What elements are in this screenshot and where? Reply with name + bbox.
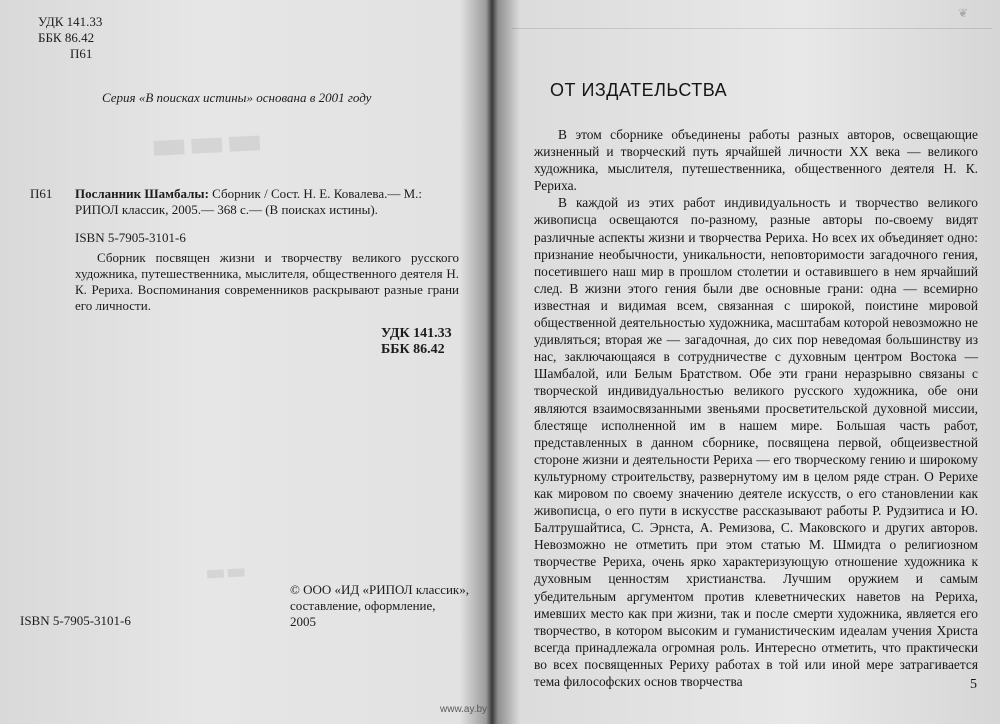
classification-codes-bold xyxy=(381,326,452,358)
body-text xyxy=(534,126,978,690)
classification-codes-top xyxy=(38,14,102,62)
show-through-decoration: ▬▬▬ xyxy=(148,117,265,169)
annotation: Сборник посвящен жизни и творчеству великого русского художника, путешественника, мыслителя, общественного деятеля Н. К. Рериха. Воспоминания современников раскрывают разные грани его личности. xyxy=(75,250,459,313)
udk-bold: УДК 141.33 xyxy=(381,326,452,341)
paragraph: В каждой из этих работ индивидуальность и творчество великого живописца освещаются по-разному, разные авторы по-своему видят различные аспекты жизни и творчества Рериха. Но всех их объединяет одно: признание необычности, уникальности, неповторимости загадочного гения, посетившего наш мир в прошлом столетии и оставившего в нем ярчайший след. В жизни этого гения были две основные грани: одна — всемирно известная и видимая всем, связанная с широкой, поистине мировой общественной деятельностью художника, масштабам которой невозможно не удивляться; вторая же — загадочная, до сих пор неведомая большинству из нас, заключающаяся в сотрудничестве с духовным центром Востока — Шамбалой, или Белым Братством. Обе эти грани неразрывно связаны с творческой индивидуальностью великого русского художника, обе они являются взаимосвязанными звеньями просветительской духовной миссии, блестяще исполненной им в нашем мире. Большая часть работ, представленных в данном сборнике, посвящена первой, общеизвестной стороне жизни и деятельности Рериха — его творческому гению и широкому культурному строительству, развернутому им в целом ряде стран. О Рерихе как мировом по своему значению деятеле искусств, о его становлении как живописца, о его пути в искусстве рассказывают работы Р. Рудзитиса и Ю. Балтрушайтиса, С. Эрнста, А. Ремизова, С. Маковского и других авторов. Невозможно не отметить при этом статью М. Шмидта о религиозном творчестве Рериха, очень ярко характеризующую отношение художника к духовным ценностям христианства. Лучшим оружием и самым убедительным аргументом против клеветнических наветов на Рериха, имевших место как при жизни, так и после смерти художника, является его творчество, в котором высоким и гуманистическим идеалам учения Христа всегда принадлежала огромная роль. Интересно отметить, что практически во всех посвященных Рериху работах в той или иной мере затрагивается тема философских основ творчества xyxy=(534,195,978,689)
watermark-text: www.ay.by xyxy=(440,704,488,715)
udk-code: УДК 141.33 xyxy=(38,14,103,29)
copyright-line: составление, оформление, xyxy=(290,598,436,613)
copyright-line: © ООО «ИД «РИПОЛ классик», xyxy=(290,582,469,597)
author-mark: П61 xyxy=(70,46,93,61)
bibliographic-record xyxy=(30,186,460,246)
isbn: ISBN 5-7905-3101-6 xyxy=(75,230,186,245)
ornament-icon: ❦ xyxy=(957,6,968,20)
isbn-bottom: ISBN 5-7905-3101-6 xyxy=(20,613,131,628)
copyright-notice xyxy=(290,582,470,630)
series-note: Серия «В поисках истины» основана в 2001 году xyxy=(102,90,372,105)
right-page xyxy=(492,0,1000,724)
running-header-showthrough xyxy=(512,6,992,29)
section-title: ОТ ИЗДАТЕЛЬСТВА xyxy=(550,80,728,100)
show-through-decoration: ▬▬ xyxy=(204,558,248,587)
copyright-line: 2005 xyxy=(290,614,316,629)
bbk-bold: ББК 86.42 xyxy=(381,342,445,357)
book-title: Посланник Шамбалы: xyxy=(75,186,209,201)
biblio-line2: РИПОЛ классик, 2005.— 368 с.— (В поисках истины). xyxy=(75,202,378,217)
paragraph: В этом сборнике объединены работы разных авторов, освещающие жизненный и творческий путь ярчайшей личности XX века — великого художника, мыслителя, путешественника, общественного деятеля Н. К. Рериха. xyxy=(534,127,978,194)
left-page xyxy=(0,0,488,724)
page-number: 5 xyxy=(970,677,977,692)
biblio-code: П61 xyxy=(30,186,53,201)
biblio-line1-rest: Сборник / Сост. Н. Е. Ковалева.— М.: xyxy=(212,186,423,201)
bbk-code: ББК 86.42 xyxy=(38,30,95,45)
